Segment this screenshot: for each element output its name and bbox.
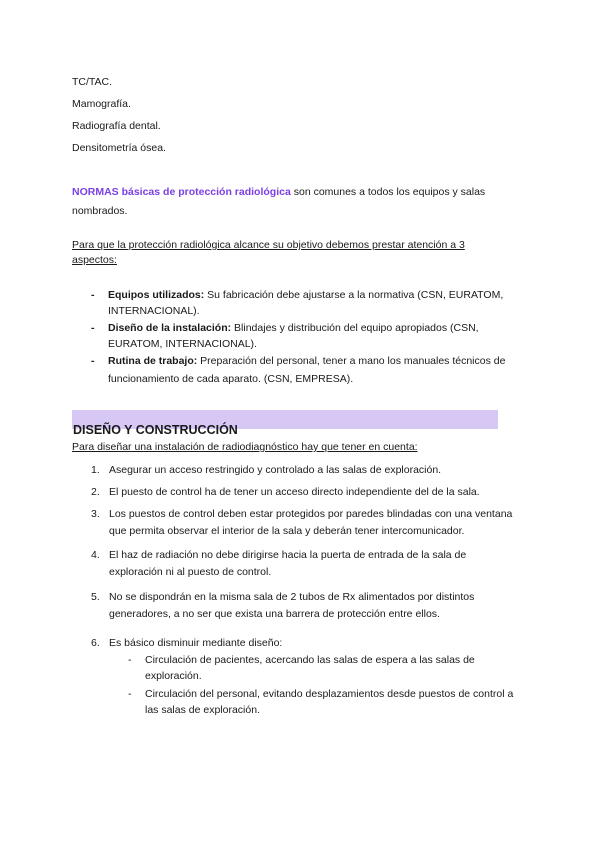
item-number: 4. <box>91 549 100 561</box>
item-number: 6. <box>91 637 100 649</box>
list-item: El haz de radiación no debe dirigirse hacia la puerta de entrada de la sala de <box>109 549 467 561</box>
item-number: 1. <box>91 464 100 476</box>
item-number: 5. <box>91 591 100 603</box>
list-item-continuation: exploración ni al puesto de control. <box>109 566 272 578</box>
sub-bullet-marker: - <box>128 688 132 700</box>
list-item: No se dispondrán en la misma sala de 2 tubos de Rx alimentados por distintos <box>109 591 475 603</box>
equipment-item-mamografia: Mamografía. <box>72 98 131 110</box>
equipment-item-tc: TC/TAC. <box>72 76 113 88</box>
bullet-diseno-label: Diseño de la instalación: <box>108 322 232 334</box>
bullet-diseno <box>108 321 479 335</box>
sub-list-item-continuation: las salas de exploración. <box>145 704 260 716</box>
list-item: Asegurar un acceso restringido y controlado a las salas de exploración. <box>109 464 442 476</box>
section-heading: DISEÑO Y CONSTRUCCIÓN <box>73 423 238 438</box>
aspects-intro-line2: aspectos: <box>72 254 117 266</box>
sub-list-item-continuation: exploración. <box>145 670 202 682</box>
sub-list-item: Circulación de pacientes, acercando las salas de espera a las salas de <box>145 654 475 666</box>
bullet-equipos-text: Su fabricación debe ajustarse a la normativa (CSN, EURATOM, <box>204 289 504 301</box>
bullet-diseno-line2: EURATOM, INTERNACIONAL). <box>108 338 257 350</box>
bullet-marker: - <box>91 355 95 367</box>
equipment-item-radiografia: Radiografía dental. <box>72 120 161 132</box>
bullet-marker: - <box>91 322 95 334</box>
bullet-rutina <box>108 354 505 368</box>
bullet-equipos <box>108 288 503 302</box>
item-number: 2. <box>91 486 100 498</box>
sub-list-item: Circulación del personal, evitando desplazamientos desde puestos de control a <box>145 688 514 700</box>
equipment-item-densitometria: Densitometría ósea. <box>72 142 166 154</box>
item-number: 3. <box>91 508 100 520</box>
list-item-continuation: generadores, a no ser que exista una barrera de protección entre ellos. <box>109 608 440 620</box>
normas-text: son comunes a todos los equipos y salas <box>290 186 486 198</box>
section-intro: Para diseñar una instalación de radiodiagnóstico hay que tener en cuenta: <box>72 441 418 453</box>
bullet-rutina-label: Rutina de trabajo: <box>108 355 198 367</box>
bullet-diseno-text: Blindajes y distribución del equipo apropiados (CSN, <box>231 322 479 334</box>
bullet-equipos-line2: INTERNACIONAL). <box>108 305 200 317</box>
bullet-equipos-label: Equipos utilizados: <box>108 289 205 301</box>
sub-bullet-marker: - <box>128 654 132 666</box>
list-item-continuation: que permita observar el interior de la sala y deberán tener intercomunicador. <box>109 525 465 537</box>
normas-highlight: NORMAS básicas de protección radiológica <box>72 186 291 198</box>
list-item: El puesto de control ha de tener un acceso directo independiente del de la sala. <box>109 486 480 498</box>
list-item: Los puestos de control deben estar protegidos por paredes blindadas con una ventana <box>109 508 513 520</box>
bullet-rutina-line2: funcionamiento de cada aparato. (CSN, EMPRESA). <box>108 373 354 385</box>
normas-paragraph <box>72 185 485 199</box>
aspects-intro: Para que la protección radiológica alcance su objetivo debemos prestar atención a 3 <box>72 239 465 251</box>
bullet-marker: - <box>91 289 95 301</box>
normas-paragraph-line2: nombrados. <box>72 205 128 217</box>
bullet-rutina-text: Preparación del personal, tener a mano los manuales técnicos de <box>197 355 506 367</box>
list-item: Es básico disminuir mediante diseño: <box>109 637 283 649</box>
